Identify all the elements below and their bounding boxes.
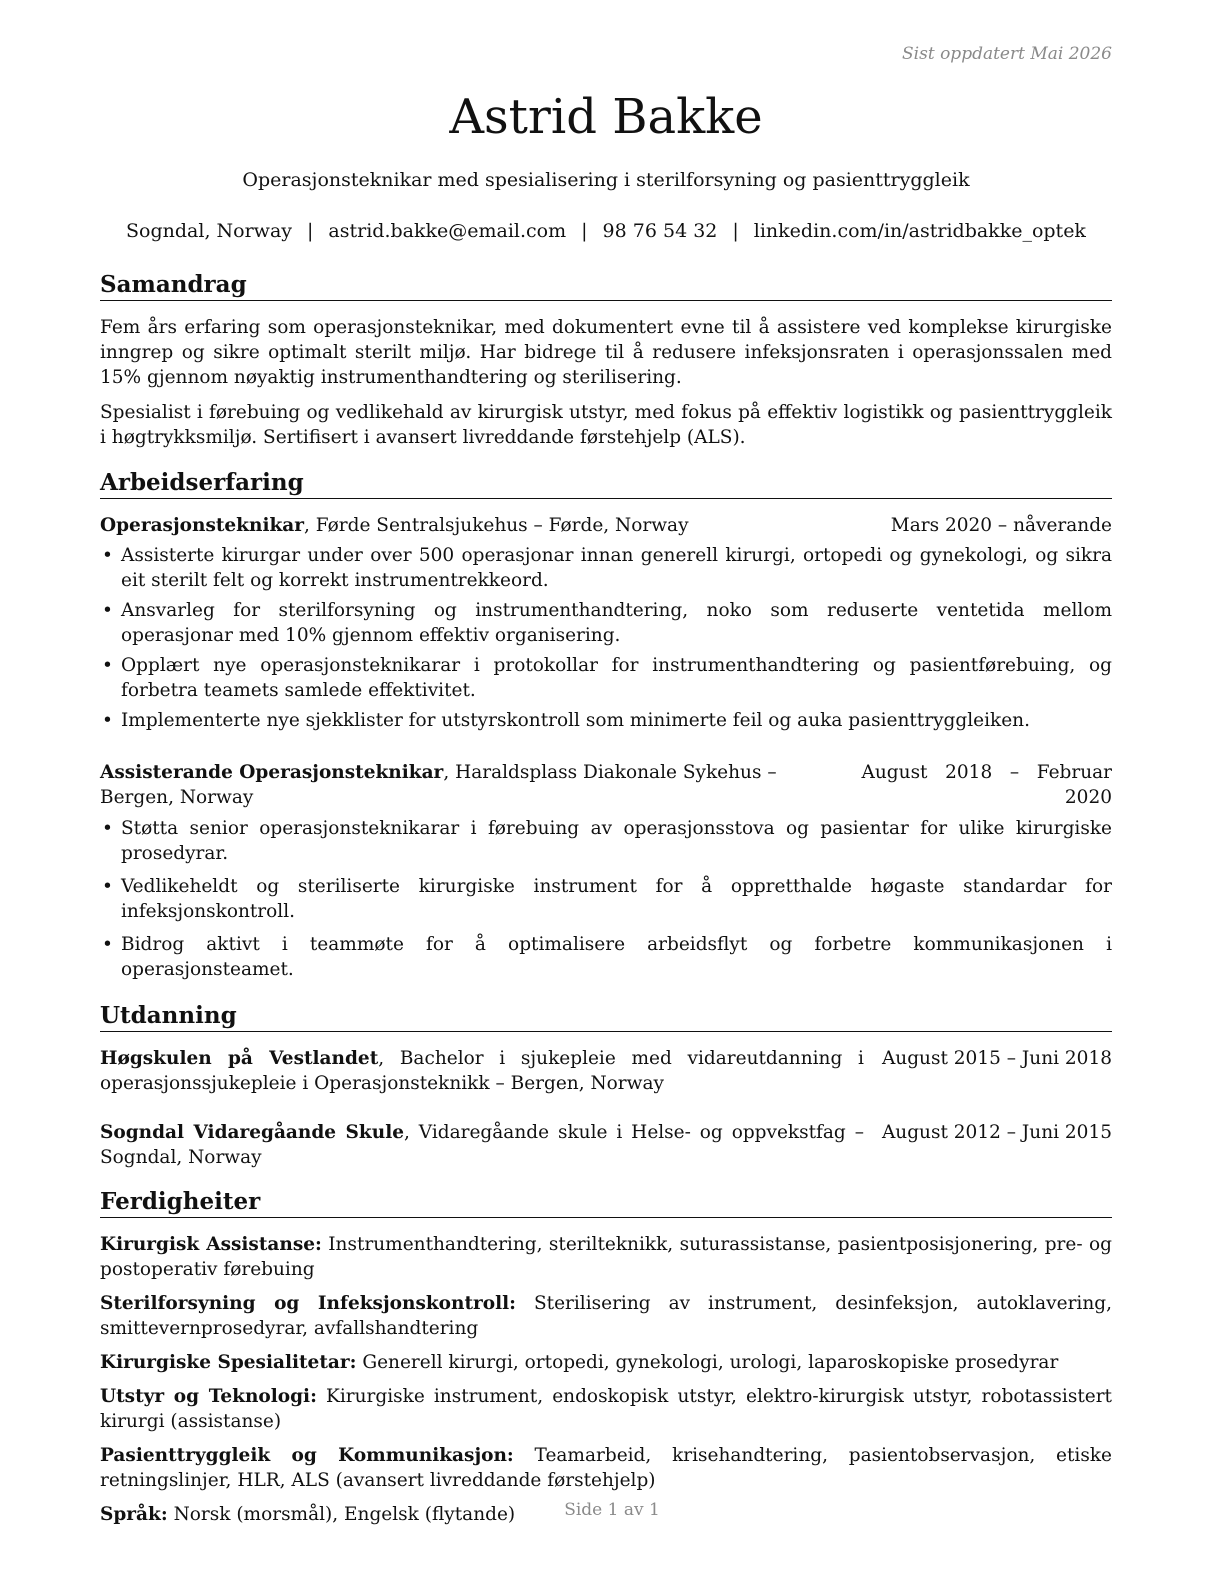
contact-location: Sogndal, Norway: [126, 220, 293, 242]
separator: |: [581, 220, 588, 242]
skill-label: Utstyr og Teknologi:: [100, 1386, 317, 1407]
section-title-summary: Samandrag: [100, 271, 1112, 301]
separator: |: [732, 220, 739, 242]
list-item: • Vedlikeheldt og steriliserte kirurgiske instrument for å oppretthalde høgaste standardar for infeksjonskontroll.: [100, 874, 1112, 924]
summary-paragraph-1: Fem års erfaring som operasjonsteknikar, med dokumentert evne til å assistere ved komplekse kirurgiske inngrep og sikre optimalt sterilt miljø. Har bidrege til å redusere infeksjonsraten i operasjonssalen med 15% gjennom nøyaktig instrumenthandtering og sterilisering.: [100, 317, 1112, 388]
candidate-name: Astrid Bakke: [449, 89, 763, 145]
section-title-education: Utdanning: [100, 1002, 1112, 1032]
job-place: , Førde Sentralsjukehus – Førde, Norway: [304, 515, 689, 536]
skill-text: Instrumenthandtering, sterilteknikk, suturassistanse, pasientposisjonering, pre- og postoperativ førebuing: [100, 1234, 1112, 1280]
skill-label: Pasienttryggleik og Kommunikasjon:: [100, 1445, 514, 1466]
job-role: Assisterande Operasjonsteknikar: [100, 762, 444, 783]
job-dates-line-2: 2020: [1064, 787, 1112, 808]
contact-linkedin[interactable]: linkedin.com/in/astridbakke_optek: [753, 220, 1086, 242]
skill-row: [100, 1384, 1112, 1434]
job-dates: Mars 2020 – nåverande: [890, 515, 1112, 536]
resume-content: [100, 0, 1112, 1527]
skill-text: Sterilisering av instrument, desinfeksjon, autoklavering, smittevernprosedyrar, avfallshandtering: [100, 1293, 1112, 1339]
section-title-experience: Arbeidserfaring: [100, 469, 1112, 499]
list-item: • Bidrog aktivt i teammøte for å optimalisere arbeidsflyt og forbetre kommunikasjonen i operasjonsteamet.: [100, 932, 1112, 982]
job-place: , Haraldsplass Diakonale Sykehus – Bergen, Norway: [100, 762, 777, 808]
contact-email[interactable]: astrid.bakke@email.com: [328, 220, 567, 242]
school-name: Høgskulen på Vestlandet: [100, 1048, 379, 1069]
skill-row: [100, 1232, 1112, 1282]
skill-row: [100, 1291, 1112, 1341]
job-dates-line-1: August 2018 – Februar: [861, 762, 1112, 783]
list-item: • Implementerte nye sjekklister for utstyrskontroll som minimerte feil og auka pasienttryggleiken.: [100, 708, 1112, 733]
list-item: • Assisterte kirurgar under over 500 operasjonar innan generell kirurgi, ortopedi og gynekologi, og sikra eit sterilt felt og korrekt instrumentrekkeord.: [100, 543, 1112, 593]
education-entry: [100, 1120, 1112, 1170]
skill-label: Språk:: [100, 1504, 168, 1525]
education-entry: [100, 1046, 1112, 1096]
skill-text: Teamarbeid, krisehandtering, pasientobservasjon, etiske retningslinjer, HLR, ALS (avansert livreddande førstehjelp): [100, 1445, 1112, 1491]
separator: |: [307, 220, 314, 242]
contact-phone: 98 76 54 32: [602, 220, 718, 242]
skill-text: Norsk (morsmål), Engelsk (flytande): [167, 1504, 516, 1525]
job-header: [100, 513, 1112, 538]
list-item: • Ansvarleg for sterilforsyning og instrumenthandtering, noko som reduserte ventetida mellom operasjonar med 10% gjennom effektiv organisering.: [100, 598, 1112, 648]
skill-label: Kirurgisk Assistanse:: [100, 1234, 322, 1255]
job-dates: [834, 760, 1112, 810]
education-detail: , Vidaregåande skule i Helse- og oppvekstfag – Sogndal, Norway: [100, 1122, 864, 1168]
skill-text: Generell kirurgi, ortopedi, gynekologi, urologi, laparoskopiske prosedyrar: [356, 1352, 1059, 1373]
education-dates: August 2012 – Juni 2015: [881, 1122, 1112, 1143]
education-detail: , Bachelor i sjukepleie med vidareutdanning i operasjonssjukepleie i Operasjonsteknikk – Bergen, Norway: [100, 1048, 864, 1094]
section-title-skills: Ferdigheiter: [100, 1188, 1112, 1218]
contact-line: [100, 219, 1112, 243]
list-item: • Opplært nye operasjonsteknikarar i protokollar for instrumenthandtering og pasientførebuing, og forbetra teamets samlede effektivitet.: [100, 653, 1112, 703]
school-name: Sogndal Vidaregåande Skule: [100, 1122, 404, 1143]
job-role: Operasjonsteknikar: [100, 515, 305, 536]
skill-label: Kirurgiske Spesialitetar:: [100, 1352, 357, 1373]
list-item: • Støtta senior operasjonsteknikarar i førebuing av operasjonsstova og pasientar for ulike kirurgiske prosedyrar.: [100, 816, 1112, 866]
tagline: Operasjonsteknikar med spesialisering i sterilforsyning og pasienttryggleik: [242, 169, 970, 191]
job-bullets: [100, 543, 1112, 733]
skill-row: [100, 1443, 1112, 1493]
skill-row: [100, 1350, 1112, 1375]
summary-paragraph-2: Spesialist i førebuing og vedlikehald av kirurgisk utstyr, med fokus på effektiv logistikk og pasienttryggleik i høgtrykksmiljø. Sertifisert i avansert livreddande førstehjelp (ALS).: [100, 402, 1112, 448]
skill-label: Sterilforsyning og Infeksjonskontroll:: [100, 1293, 516, 1314]
page-footer: Side 1 av 1: [564, 1500, 660, 1520]
last-updated: Sist oppdatert Mai 2026: [902, 44, 1112, 64]
job-bullets: [100, 816, 1112, 982]
education-dates: August 2015 – Juni 2018: [881, 1048, 1112, 1069]
job-header: [100, 760, 1112, 810]
skill-text: Kirurgiske instrument, endoskopisk utstyr, elektro-kirurgisk utstyr, robotassistert kirurgi (assistanse): [100, 1386, 1112, 1432]
